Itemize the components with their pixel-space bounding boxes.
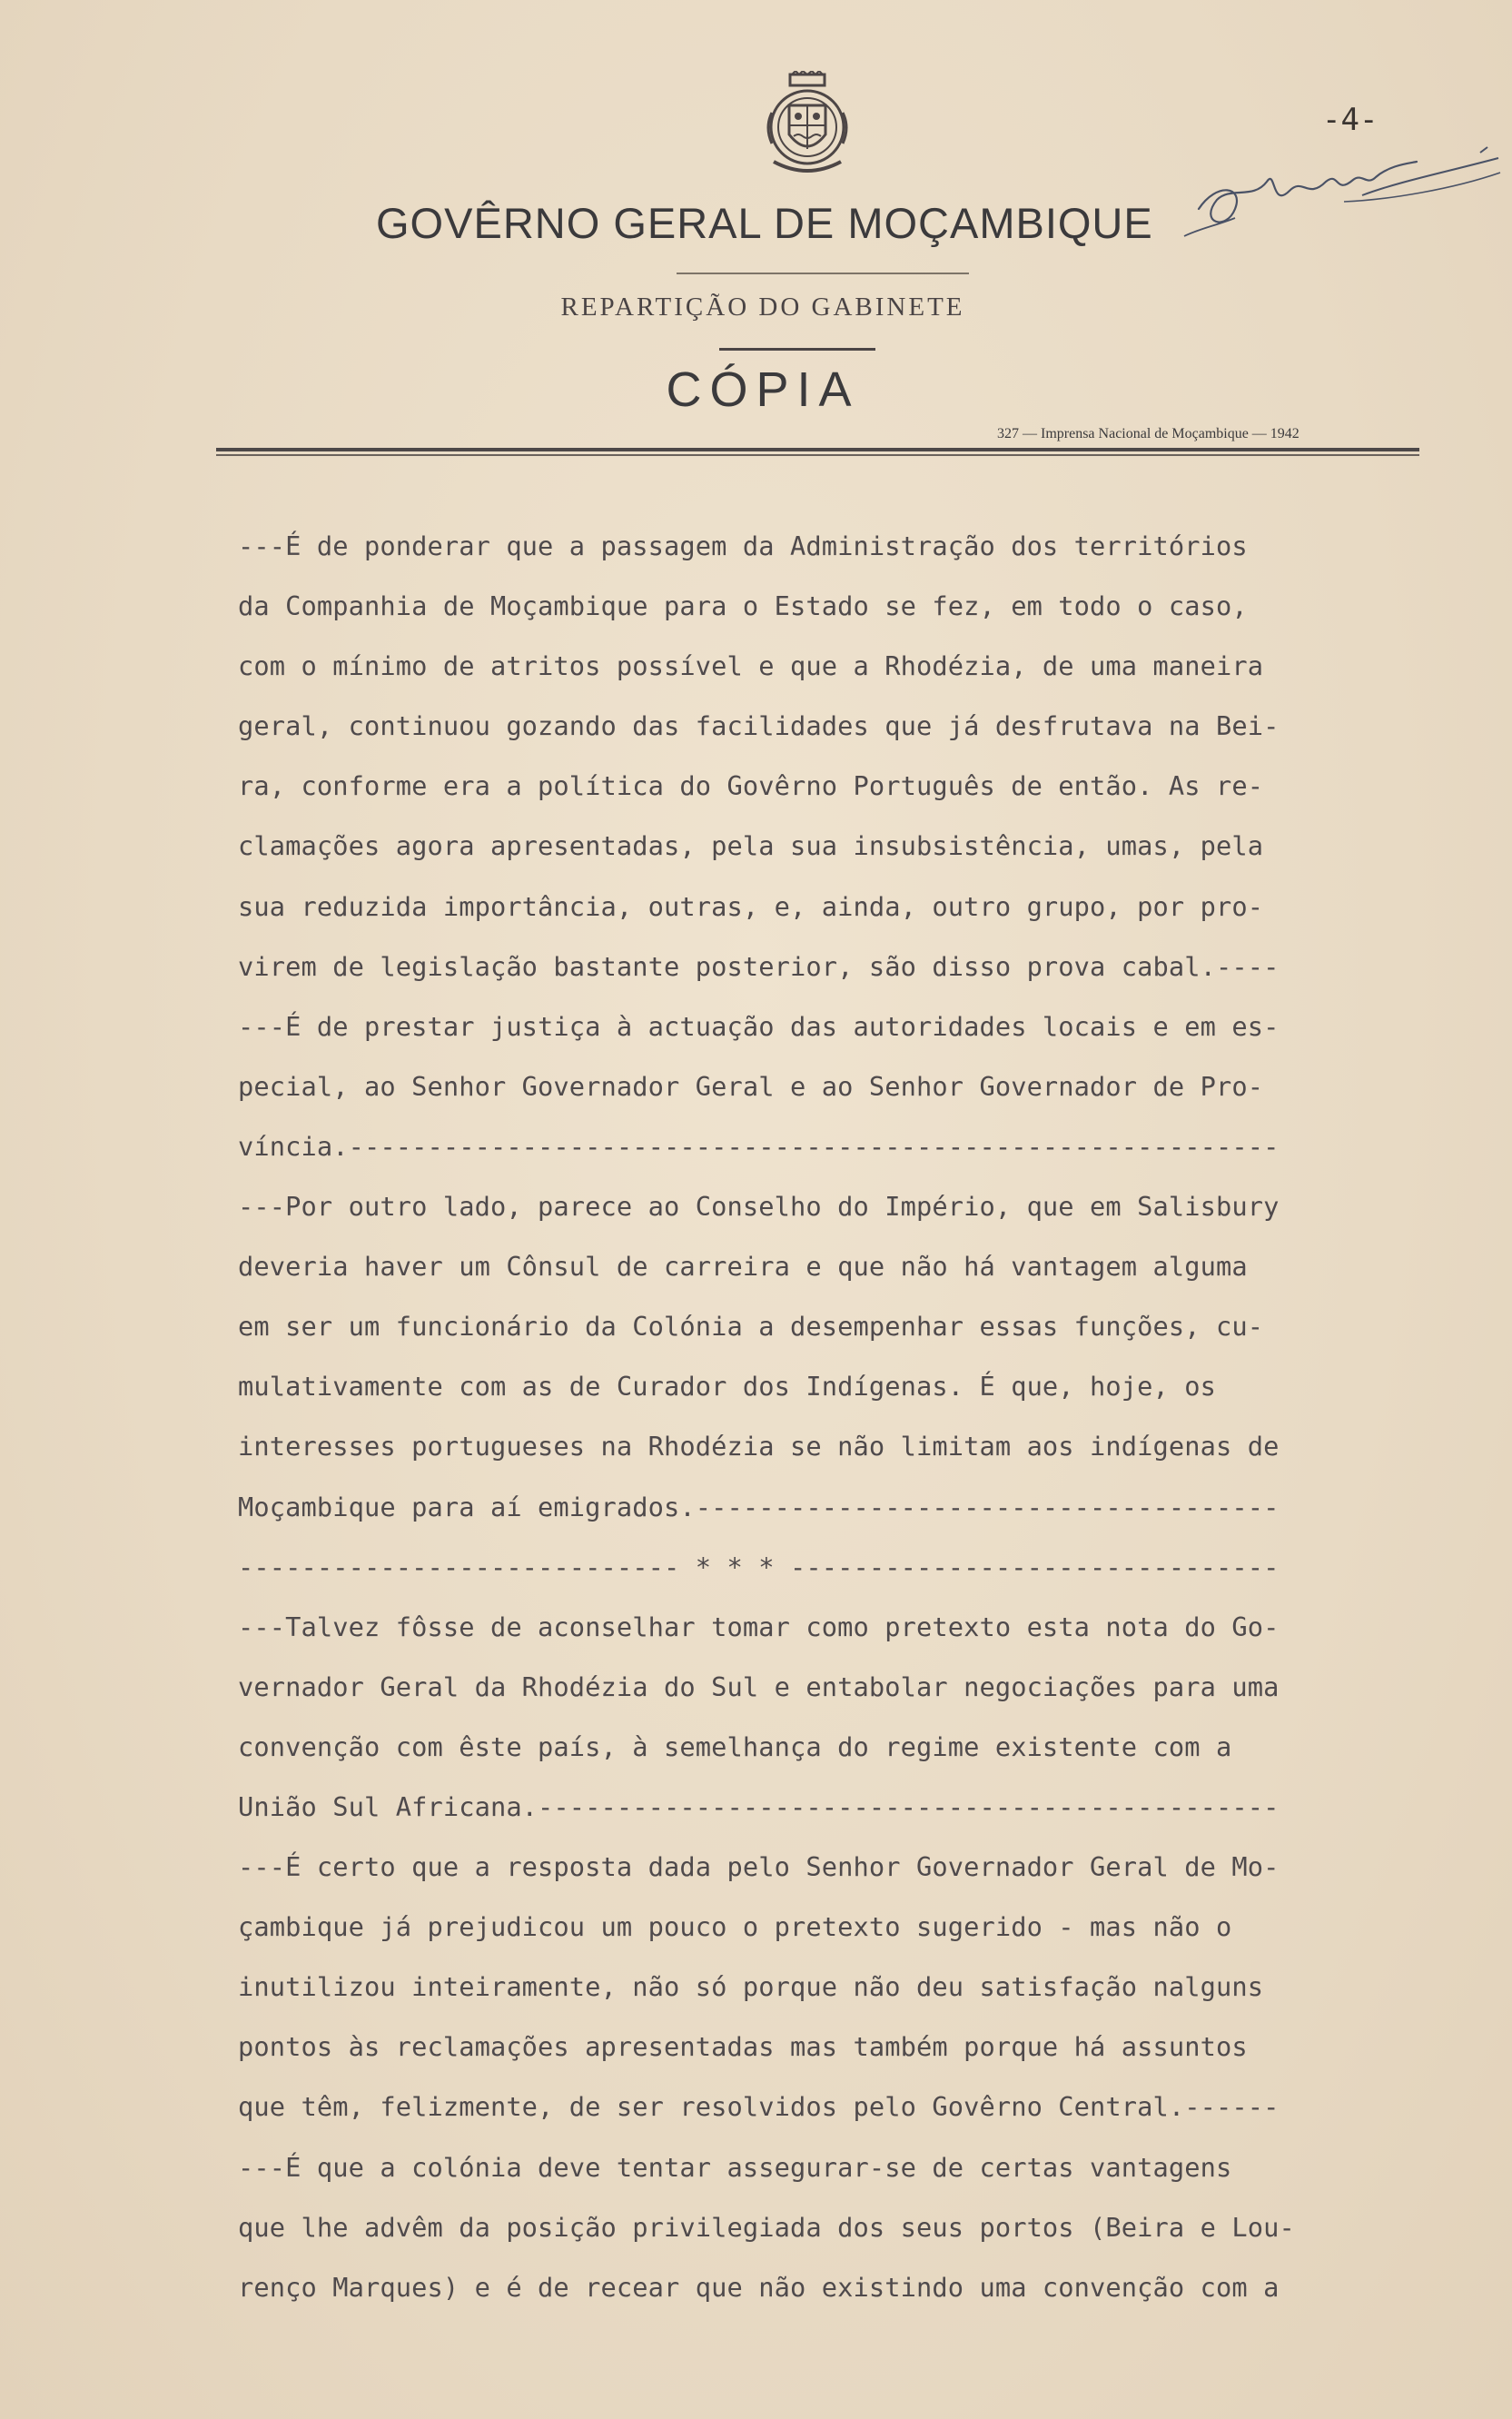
body-line: ---Talvez fôsse de aconselhar tomar como pretexto esta nota do Go-: [238, 1611, 1280, 1642]
header-bottom-rule-thin: [216, 454, 1419, 456]
body-line: Moçambique para aí emigrados.-------------------------------------: [238, 1491, 1280, 1522]
body-line: geral, continuou gozando das facilidades que já desfrutava na Bei-: [238, 710, 1280, 742]
page-number: -4-: [1322, 102, 1379, 138]
body-line: ---É de prestar justiça à actuação das autoridades locais e em es-: [238, 1010, 1280, 1042]
body-line: víncia.-----------------------------------------------------------: [238, 1130, 1280, 1162]
body-line: ---É certo que a resposta dada pelo Senhor Governador Geral de Mo-: [238, 1851, 1280, 1883]
body-line: ---É de ponderar que a passagem da Administração dos territórios: [238, 530, 1248, 561]
body-line: ---É que a colónia deve tentar assegurar-se de certas vantagens: [238, 2151, 1232, 2183]
body-line: renço Marques) e é de recear que não existindo uma convenção com a: [238, 2271, 1280, 2303]
header-title: GOVÊRNO GERAL DE MOÇAMBIQUE: [376, 199, 1153, 247]
handwritten-signature-icon: [1181, 145, 1507, 282]
copy-label: CÓPIA: [666, 362, 860, 417]
body-line: virem de legislação bastante posterior, são disso prova cabal.----: [238, 950, 1280, 982]
body-line: clamações agora apresentadas, pela sua insubsistência, umas, pela: [238, 830, 1264, 862]
body-line: mulativamente com as de Curador dos Indígenas. É que, hoje, os: [238, 1371, 1217, 1403]
body-line: ra, conforme era a política do Govêrno Português de então. As re-: [238, 770, 1264, 802]
body-line: da Companhia de Moçambique para o Estado se fez, em todo o caso,: [238, 590, 1248, 622]
body-line: que têm, felizmente, de ser resolvidos pelo Govêrno Central.------: [238, 2091, 1280, 2123]
body-line: ---------------------------- * * * -------------------------------: [238, 1551, 1280, 1582]
body-line: çambique já prejudicou um pouco o pretexto sugerido - mas não o: [238, 1911, 1232, 1943]
body-line: interesses portugueses na Rhodézia se não limitam aos indígenas de: [238, 1431, 1280, 1462]
body-line: vernador Geral da Rhodézia do Sul e entabolar negociações para uma: [238, 1670, 1280, 1702]
body-line: com o mínimo de atritos possível e que a Rhodézia, de uma maneira: [238, 650, 1264, 682]
body-line: em ser um funcionário da Colónia a desempenhar essas funções, cu-: [238, 1311, 1264, 1343]
body-line: pontos às reclamações apresentadas mas também porque há assuntos: [238, 2031, 1248, 2063]
letter-body: [238, 516, 1437, 2317]
body-line: pecial, ao Senhor Governador Geral e ao Senhor Governador de Pro-: [238, 1070, 1264, 1102]
imprint-line: 327 — Imprensa Nacional de Moçambique — 1942: [997, 426, 1300, 441]
body-line: convenção com êste país, à semelhança do regime existente com a: [238, 1730, 1232, 1762]
body-line: inutilizou inteiramente, não só porque não deu satisfação nalguns: [238, 1971, 1264, 2003]
body-line: que lhe advêm da posição privilegiada dos seus portos (Beira e Lou-: [238, 2211, 1295, 2243]
coat-of-arms-icon: [752, 71, 863, 182]
body-line: sua reduzida importância, outras, e, ainda, outro grupo, por pro-: [238, 890, 1264, 922]
body-line: ---Por outro lado, parece ao Conselho do Império, que em Salisbury: [238, 1191, 1280, 1223]
header-subtitle: REPARTIÇÃO DO GABINETE: [560, 292, 965, 322]
body-line: deveria haver um Cônsul de carreira e que não há vantagem alguma: [238, 1251, 1248, 1283]
header-bottom-rule: [216, 448, 1419, 451]
header-divider: [677, 273, 969, 274]
body-line: União Sul Africana.-----------------------------------------------: [238, 1790, 1280, 1822]
header-divider-short: [719, 348, 875, 351]
